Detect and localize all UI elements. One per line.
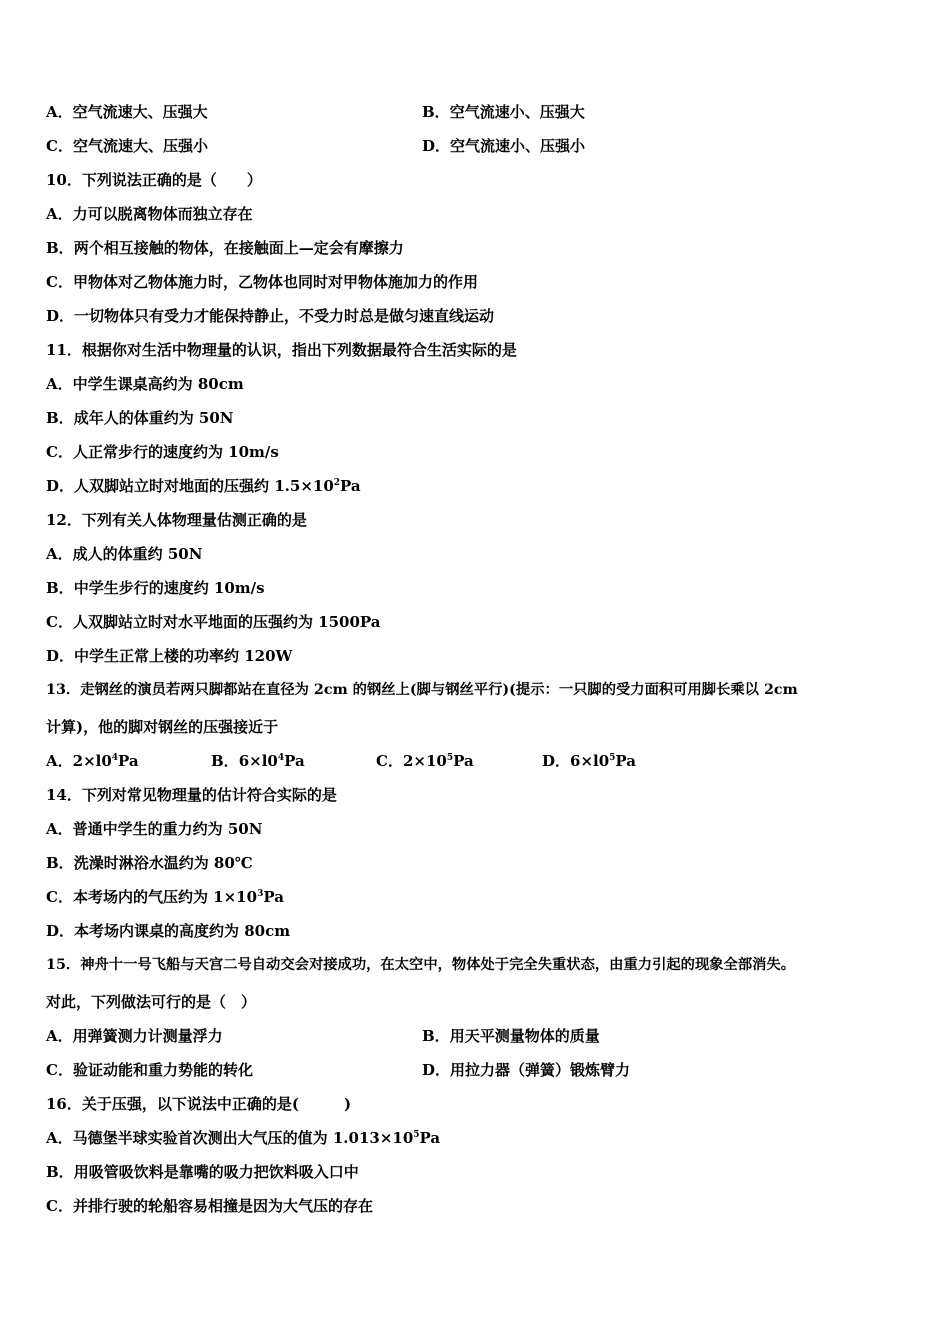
option-label: C．	[46, 1197, 73, 1215]
option-label: C．	[46, 1061, 73, 1079]
q13-option-a	[46, 752, 139, 770]
option-text: 成人的体重约 50N	[72, 545, 203, 563]
q11-option-d	[46, 476, 361, 496]
option-text: 空气流速小、压强大	[449, 103, 585, 121]
option-label: C．	[46, 137, 73, 155]
unit: Pa	[419, 1129, 441, 1147]
exponent: 5	[446, 753, 454, 763]
q15-stem-line2: 对此，下列做法可行的是（ ）	[46, 993, 257, 1011]
option-value: 6×l0	[238, 752, 278, 770]
option-text: 空气流速大、压强小	[72, 137, 208, 155]
option-text: 人双脚站立时对水平地面的压强约为 1500Pa	[72, 613, 381, 631]
q10-option-c	[46, 272, 478, 292]
q15-stem-line1: 15．神舟十一号飞船与天宫二号自动交会对接成功，在太空中，物体处于完全失重状态，由重力引起的现象全部消失。	[46, 957, 796, 973]
exponent: 5	[609, 753, 616, 763]
q16-stem: 16．关于压强，以下说法中正确的是( )	[46, 1095, 352, 1113]
option-text: 空气流速大、压强大	[72, 103, 208, 121]
option-label: C．	[46, 888, 73, 906]
option-label: D．	[422, 1061, 451, 1079]
q11-option-a	[46, 374, 244, 394]
option-text: 两个相互接触的物体，在接触面上—定会有摩擦力	[73, 239, 404, 257]
option-text: 普通中学生的重力约为 50N	[72, 820, 263, 838]
option-label: D．	[46, 477, 75, 495]
option-label: B．	[211, 752, 239, 770]
option-text: 中学生正常上楼的功率约 120W	[74, 647, 293, 665]
q12-option-b	[46, 578, 265, 598]
option-text: 甲物体对乙物体施力时，乙物体也同时对甲物体施加力的作用	[72, 273, 478, 291]
q10-stem: 10．下列说法正确的是（ ）	[46, 171, 262, 189]
unit: Pa	[118, 752, 139, 770]
q11-option-b	[46, 408, 234, 428]
q12-option-a	[46, 544, 202, 564]
q16-option-a	[46, 1128, 440, 1148]
option-text: 中学生课桌高约为 80cm	[72, 375, 244, 393]
q12-stem: 12．下列有关人体物理量估测正确的是	[46, 511, 307, 529]
option-text: 用弹簧测力计测量浮力	[72, 1027, 223, 1045]
option-label: A．	[46, 1027, 73, 1045]
q16-option-c	[46, 1196, 373, 1216]
option-label: D．	[46, 307, 75, 325]
q13-option-c	[376, 751, 474, 771]
option-text: 人正常步行的速度约为 10m/s	[72, 443, 279, 461]
q10-option-d	[46, 306, 494, 326]
option-text: 用吸管吸饮料是靠嘴的吸力把饮料吸入口中	[73, 1163, 359, 1181]
q14-stem: 14．下列对常见物理量的估计符合实际的是	[46, 786, 337, 804]
option-text: 验证动能和重力势能的转化	[72, 1061, 253, 1079]
q15-row-cd	[46, 1060, 631, 1080]
exponent: 3	[257, 889, 264, 899]
option-text: 用天平测量物体的质量	[449, 1027, 600, 1045]
option-text: 马德堡半球实验首次测出大气压的值为 1.013×10	[72, 1129, 414, 1147]
option-text: 并排行驶的轮船容易相撞是因为大气压的存在	[72, 1197, 373, 1215]
option-label: B．	[422, 103, 450, 121]
option-label: A．	[46, 1129, 73, 1147]
option-label: C．	[46, 613, 73, 631]
q13-stem-line1: 13．走钢丝的演员若两只脚都站在直径为 2cm 的钢丝上(脚与钢丝平行)(提示：一只脚的受力面积可用脚长乘以 2cm	[46, 682, 798, 698]
option-label: A．	[46, 545, 73, 563]
option-text: 用拉力器（弹簧）锻炼臂力	[450, 1061, 631, 1079]
option-text: 本考场内课桌的高度约为 80cm	[74, 922, 291, 940]
option-label: A．	[46, 752, 73, 770]
option-label: C．	[46, 273, 73, 291]
option-value: 2×l0	[72, 752, 112, 770]
q16-option-b	[46, 1162, 359, 1182]
q13-option-b	[211, 751, 305, 771]
q13-stem-line2: 计算)，他的脚对钢丝的压强接近于	[46, 718, 279, 736]
q14-option-b	[46, 853, 253, 873]
option-label: A．	[46, 103, 73, 121]
option-text: 中学生步行的速度约 10m/s	[73, 579, 265, 597]
option-label: B．	[422, 1027, 450, 1045]
option-text: 洗澡时淋浴水温约为 80℃	[73, 854, 253, 872]
option-label: C．	[376, 752, 403, 770]
q10-option-b	[46, 238, 404, 258]
option-label: D．	[422, 137, 451, 155]
q12-option-c	[46, 612, 381, 632]
option-text: 本考场内的气压约为 1×10	[72, 888, 258, 906]
option-label: B．	[46, 1163, 74, 1181]
option-label: A．	[46, 205, 73, 223]
q11-stem: 11．根据你对生活中物理量的认识，指出下列数据最符合生活实际的是	[46, 341, 517, 359]
exponent: 5	[413, 1130, 420, 1140]
q14-option-a	[46, 819, 262, 839]
option-text: 力可以脱离物体而独立存在	[72, 205, 253, 223]
option-label: D．	[46, 647, 75, 665]
option-label: C．	[46, 443, 73, 461]
option-label: A．	[46, 820, 73, 838]
q13-option-d	[542, 751, 636, 771]
q15-row-ab	[46, 1026, 600, 1046]
unit: Pa	[284, 752, 305, 770]
option-text: 人双脚站立时对地面的压强约 1.5×10	[74, 477, 334, 495]
option-label: B．	[46, 239, 74, 257]
option-text: 空气流速小、压强小	[450, 137, 586, 155]
q14-option-d	[46, 921, 290, 941]
q9-row-ab	[46, 102, 585, 122]
exponent: 2	[333, 478, 341, 488]
option-label: B．	[46, 854, 74, 872]
option-label: D．	[542, 752, 571, 770]
unit: Pa	[340, 477, 361, 495]
q11-option-c	[46, 442, 279, 462]
option-text: 一切物体只有受力才能保持静止，不受力时总是做匀速直线运动	[74, 307, 495, 325]
option-label: A．	[46, 375, 73, 393]
q14-option-c	[46, 887, 284, 907]
q10-option-a	[46, 204, 253, 224]
option-value: 6×l0	[570, 752, 610, 770]
option-value: 2×10	[402, 752, 447, 770]
exponent: 4	[277, 753, 285, 763]
unit: Pa	[263, 888, 284, 906]
exponent: 4	[111, 753, 119, 763]
option-text: 成年人的体重约为 50N	[73, 409, 234, 427]
unit: Pa	[615, 752, 637, 770]
option-label: D．	[46, 922, 75, 940]
unit: Pa	[453, 752, 474, 770]
option-label: B．	[46, 579, 74, 597]
option-label: B．	[46, 409, 74, 427]
q9-row-cd	[46, 136, 586, 156]
q12-option-d	[46, 646, 292, 666]
